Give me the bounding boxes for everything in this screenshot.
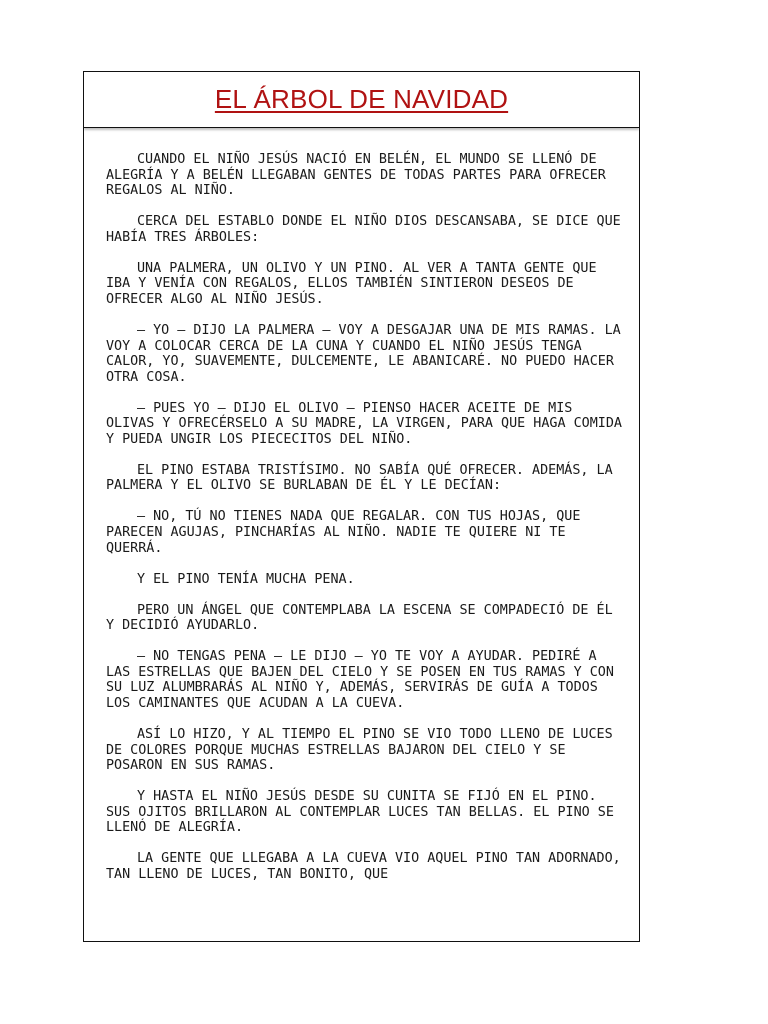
document-body	[84, 128, 639, 882]
paragraph: Y EL PINO TENÍA MUCHA PENA.	[137, 571, 355, 587]
paragraph: CERCA DEL ESTABLO DONDE EL NIÑO DIOS DESCANSABA, SE DICE QUE HABÍA TRES ÁRBOLES:	[106, 214, 621, 245]
paragraph: PERO UN ÁNGEL QUE CONTEMPLABA LA ESCENA SE COMPADECIÓ DE ÉL Y DECIDIÓ AYUDARLO.	[106, 602, 613, 634]
paragraph: Y HASTA EL NIÑO JESÚS DESDE SU CUNITA SE FIJÓ EN EL PINO. SUS OJITOS BRILLARON AL CONTEMPLAR LUCES TAN BELLAS. EL PINO SE LLENÓ DE ALEGRÍA.	[106, 789, 614, 836]
paragraph: LA GENTE QUE LLEGABA A LA CUEVA VIO AQUEL PINO TAN ADORNADO, TAN LLENO DE LUCES, TAN BONITO, QUE	[106, 851, 621, 882]
paragraph: CUANDO EL NIÑO JESÚS NACIÓ EN BELÉN, EL MUNDO SE LLENÓ DE ALEGRÍA Y A BELÉN LLEGABAN GENTES DE TODAS PARTES PARA OFRECER REGALOS AL NIÑO.	[106, 152, 606, 199]
paragraph: – YO – DIJO LA PALMERA – VOY A DESGAJAR UNA DE MIS RAMAS. LA VOY A COLOCAR CERCA DE LA CUNA Y CUANDO EL NIÑO JESÚS TENGA CALOR, YO, SUAVEMENTE, DULCEMENTE, LE ABANICARÉ. NO PUEDO HACER OTRA COSA.	[106, 322, 621, 385]
paragraph: EL PINO ESTABA TRISTÍSIMO. NO SABÍA QUÉ OFRECER. ADEMÁS, LA PALMERA Y EL OLIVO SE BURLABAN DE ÉL Y LE DECÍAN:	[106, 462, 613, 494]
paragraph: – NO TENGAS PENA – LE DIJO – YO TE VOY A AYUDAR. PEDIRÉ A LAS ESTRELLAS QUE BAJEN DEL CIELO Y SE POSEN EN TUS RAMAS Y CON SU LUZ ALUMBRARÁS AL NIÑO Y, ADEMÁS, SERVIRÁS DE GUÍA A TODOS LOS CAMINANTES QUE ACUDAN A LA CUEVA.	[106, 649, 614, 711]
document-title: EL ÁRBOL DE NAVIDAD	[214, 84, 509, 114]
title-box	[84, 72, 639, 128]
paragraph: UNA PALMERA, UN OLIVO Y UN PINO. AL VER A TANTA GENTE QUE IBA Y VENÍA CON REGALOS, ELLOS TAMBIÉN SINTIERON DESEOS DE OFRECER ALGO AL NIÑO JESÚS.	[106, 260, 597, 307]
document-page	[83, 71, 640, 942]
paragraph: ASÍ LO HIZO, Y AL TIEMPO EL PINO SE VIO TODO LLENO DE LUCES DE COLORES PORQUE MUCHAS ESTRELLAS BAJARON DEL CIELO Y SE POSARON EN SUS RAMAS.	[106, 726, 613, 774]
paragraph: – PUES YO – DIJO EL OLIVO – PIENSO HACER ACEITE DE MIS OLIVAS Y OFRECÉRSELO A SU MADRE, LA VIRGEN, PARA QUE HAGA COMIDA Y PUEDA UNGIR LOS PIECECITOS DEL NIÑO.	[106, 400, 622, 447]
paragraph: – NO, TÚ NO TIENES NADA QUE REGALAR. CON TUS HOJAS, QUE PARECEN AGUJAS, PINCHARÍAS AL NIÑO. NADIE TE QUIERE NI TE QUERRÁ.	[106, 509, 581, 556]
